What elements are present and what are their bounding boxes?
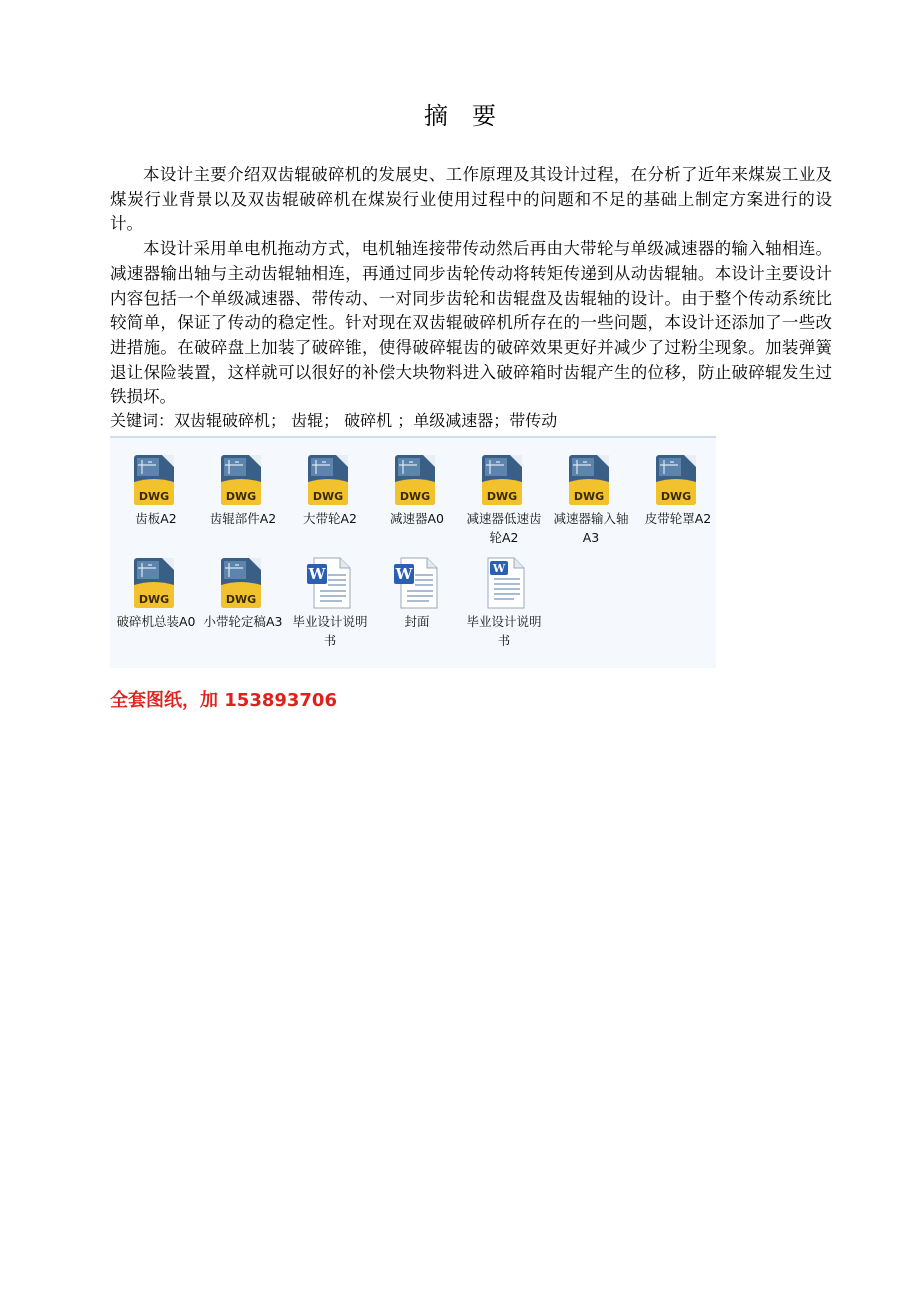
file-item[interactable]: [374, 452, 460, 528]
dwg-file-icon: [302, 452, 358, 508]
file-item[interactable]: [113, 452, 199, 528]
file-item[interactable]: [200, 555, 286, 631]
file-item[interactable]: [374, 555, 460, 631]
file-item[interactable]: [461, 555, 547, 650]
file-label: 齿辊部件A2: [209, 511, 277, 526]
svg-text:DWG: DWG: [138, 593, 170, 606]
dwg-file-icon: [215, 555, 271, 611]
dwg-file-icon: [128, 452, 184, 508]
svg-text:W: W: [395, 565, 413, 583]
page-title: 摘要: [424, 102, 520, 130]
file-label: 破碎机总装A0: [116, 614, 196, 629]
file-label: 减速器输入轴A3: [553, 511, 629, 545]
dwg-file-icon: [563, 452, 619, 508]
dwg-file-icon: [389, 452, 445, 508]
file-item[interactable]: [461, 452, 547, 547]
file-explorer-panel: [110, 436, 716, 668]
file-label: 小带轮定稿A3: [203, 614, 283, 629]
file-label: 封面: [404, 614, 430, 629]
svg-text:DWG: DWG: [312, 490, 344, 503]
abstract-paragraph: 本设计采用单电机拖动方式，电机轴连接带传动然后再由大带轮与单级减速器的输入轴相连。减速器输出轴与主动齿辊轴相连，再通过同步齿轮传动将转矩传递到从动齿辊轴。本设计主要设计内容包括一个单级减速器、带传动、一对同步齿轮和齿辊盘及齿辊轴的设计。由于整个传动系统比较简单，保证了传动的稳定性。针对现在双齿辊破碎机所存在的一些问题，本设计还添加了一些改进措施。在破碎盘上加装了破碎锥，使得破碎辊齿的破碎效果更好并减少了过粉尘现象。加装弹簧退让保险装置，这样就可以很好的补偿大块物料进入破碎箱时齿辊产生的位移，防止破碎辊发生过铁损坏。: [110, 239, 832, 407]
file-item[interactable]: [287, 555, 373, 650]
dwg-file-icon: [215, 452, 271, 508]
svg-text:DWG: DWG: [138, 490, 170, 503]
word-doc-icon: [389, 555, 445, 611]
file-label: 减速器A0: [389, 511, 444, 526]
svg-text:DWG: DWG: [573, 490, 605, 503]
contact-note: 全套图纸，加 153893706: [110, 690, 337, 711]
dwg-file-icon: [128, 555, 184, 611]
abstract: [110, 163, 832, 410]
svg-text:DWG: DWG: [225, 490, 257, 503]
dwg-file-icon: [476, 452, 532, 508]
abstract-paragraph: 本设计主要介绍双齿辊破碎机的发展史、工作原理及其设计过程，在分析了近年来煤炭工业及煤炭行业背景以及双齿辊破碎机在煤炭行业使用过程中的问题和不足的基础上制定方案进行的设计。: [110, 165, 832, 234]
file-label: 皮带轮罩A2: [644, 511, 712, 526]
svg-text:W: W: [492, 562, 506, 575]
word-doc-icon: [302, 555, 358, 611]
file-item[interactable]: [287, 452, 373, 528]
svg-text:DWG: DWG: [399, 490, 431, 503]
svg-text:DWG: DWG: [660, 490, 692, 503]
svg-text:DWG: DWG: [225, 593, 257, 606]
svg-text:DWG: DWG: [486, 490, 518, 503]
file-item[interactable]: [548, 452, 634, 547]
dwg-file-icon: [650, 452, 706, 508]
word-docx-icon: [476, 555, 532, 611]
file-item[interactable]: [635, 452, 721, 528]
file-label: 大带轮A2: [302, 511, 357, 526]
file-item[interactable]: [113, 555, 199, 631]
file-label: 齿板A2: [135, 511, 177, 526]
file-label: 减速器低速齿轮A2: [466, 511, 542, 545]
svg-text:W: W: [308, 565, 326, 583]
file-item[interactable]: [200, 452, 286, 528]
file-label: 毕业设计说明书: [292, 614, 368, 648]
file-label: 毕业设计说明书: [466, 614, 542, 648]
keywords: 关键词：双齿辊破碎机； 齿辊； 破碎机 ；单级减速器；带传动: [110, 411, 558, 430]
